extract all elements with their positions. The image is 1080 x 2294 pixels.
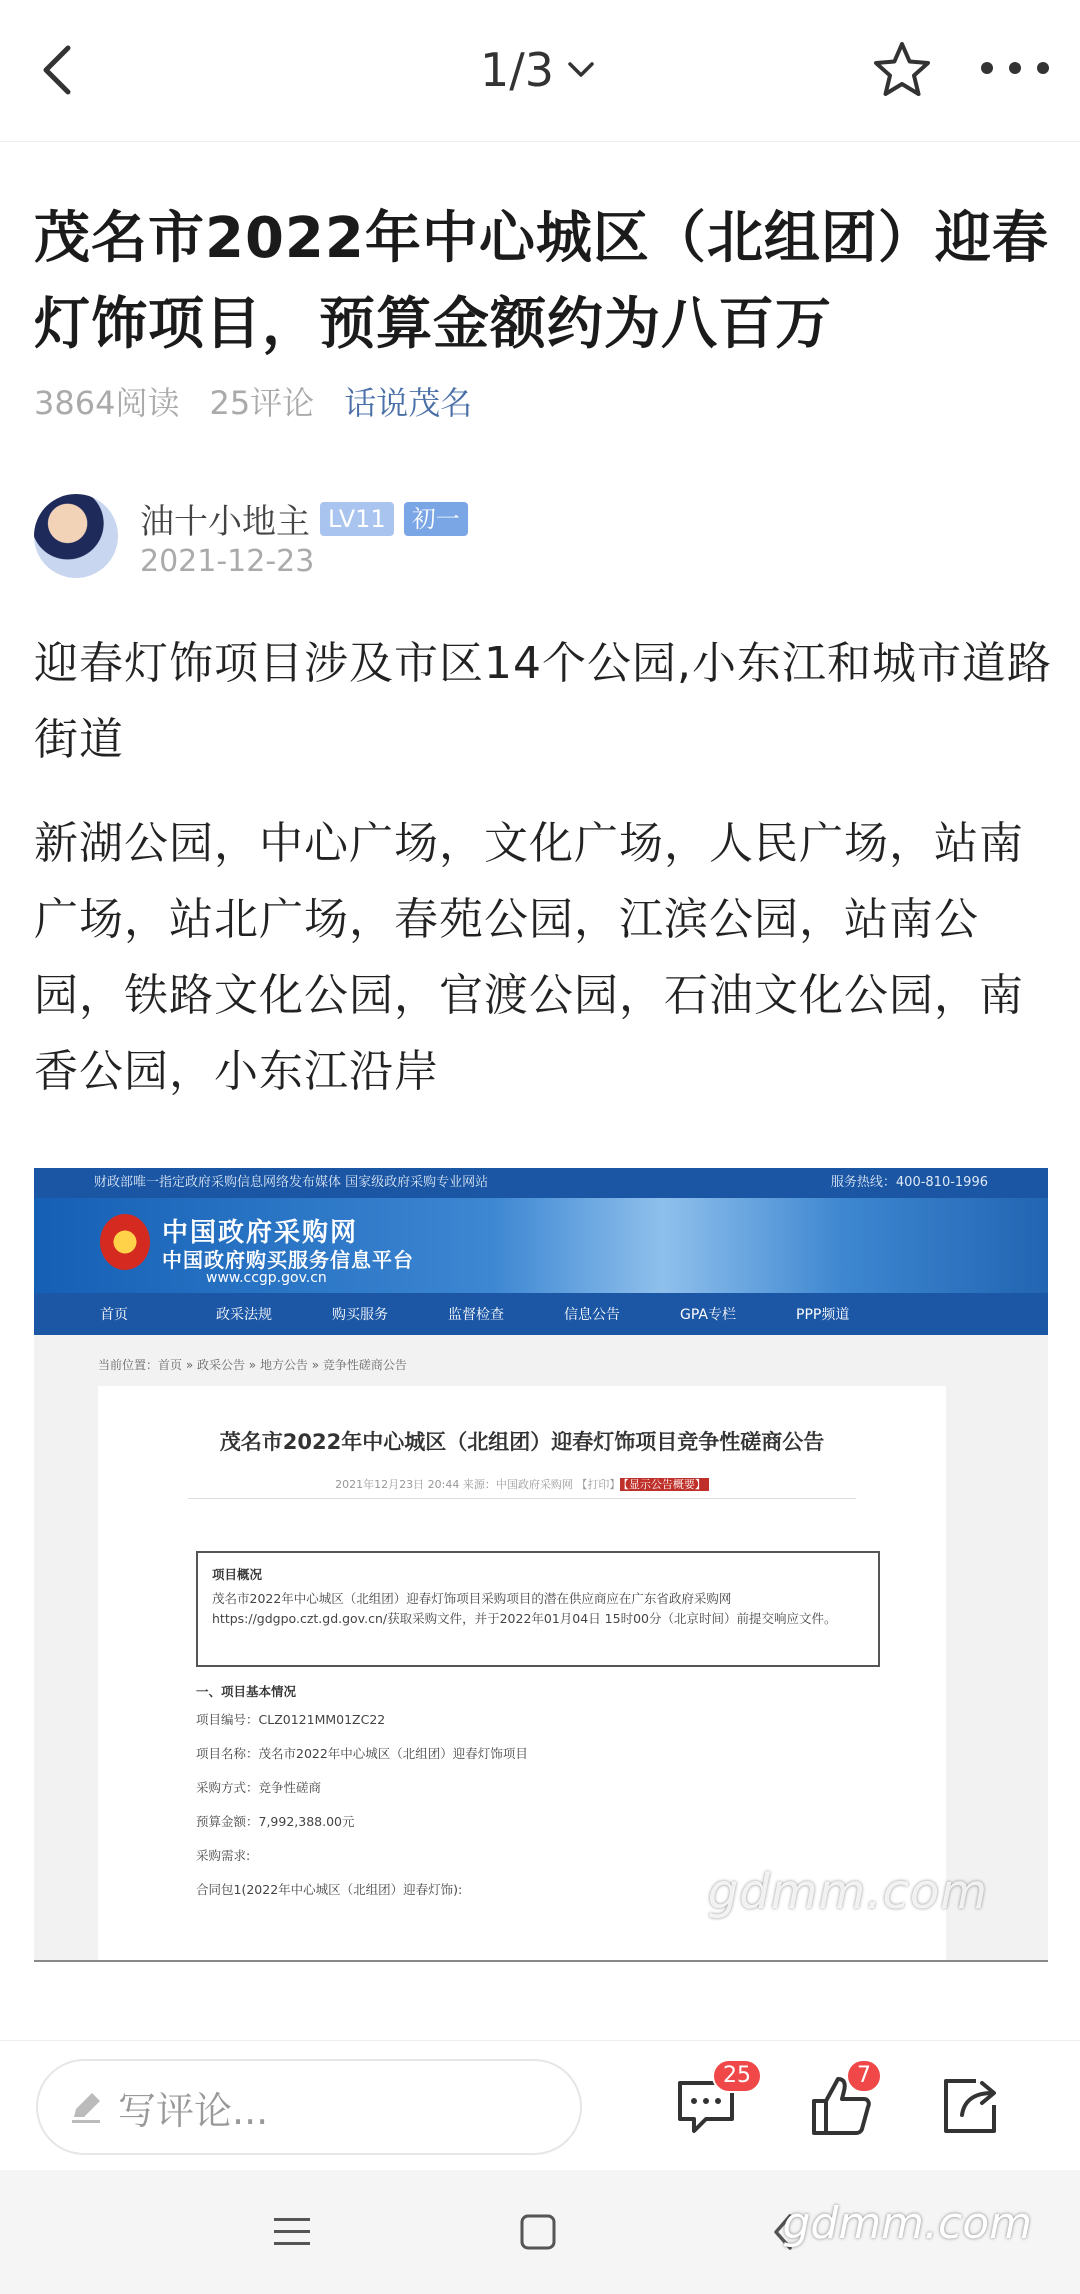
- image-site-name: 中国政府采购网: [162, 1218, 359, 1248]
- image-notice-title: 茂名市2022年中心城区（北组团）迎春灯饰项目竞争性磋商公告: [219, 1430, 825, 1454]
- menu-icon[interactable]: [272, 2212, 312, 2252]
- image-nav-item: 信息公告: [564, 1307, 620, 1323]
- comment-count-text: 25评论: [209, 384, 315, 422]
- home-icon[interactable]: [518, 2212, 558, 2252]
- image-nav-item: PPP频道: [796, 1307, 850, 1323]
- comment-input[interactable]: [36, 2059, 582, 2155]
- like-count-badge: 7: [846, 2059, 882, 2093]
- chevron-down-icon: [564, 53, 598, 87]
- nav-watermark: gdmm.com: [782, 2198, 1032, 2249]
- share-button[interactable]: [936, 2071, 1006, 2141]
- image-site-topline: [34, 1168, 1048, 1198]
- back-arrow-icon[interactable]: [30, 40, 90, 100]
- comment-count-badge: 25: [712, 2059, 762, 2093]
- image-nav-item: 政采法规: [216, 1307, 272, 1323]
- image-detail-line: 采购需求:: [196, 1848, 251, 1863]
- national-emblem-icon: [100, 1214, 150, 1270]
- image-site-nav: [34, 1293, 1048, 1335]
- image-hotline-text: 服务热线：400-810-1996: [830, 1175, 988, 1190]
- topic-link[interactable]: 话说茂名: [344, 384, 473, 422]
- image-notice-tag: 【显示公告概要】: [620, 1478, 709, 1491]
- image-site-url: www.ccgp.gov.cn: [206, 1270, 327, 1286]
- author-name[interactable]: 油十小地主: [140, 502, 310, 542]
- image-project-details: [196, 1682, 528, 1914]
- post-date: 2021-12-23: [140, 544, 315, 579]
- image-overview-title: 项目概况: [212, 1567, 263, 1582]
- image-nav-item: 购买服务: [332, 1307, 388, 1323]
- image-detail-line: 项目名称：茂名市2022年中心城区（北组团）迎春灯饰项目: [196, 1746, 528, 1761]
- image-nav-item: GPA专栏: [680, 1307, 736, 1323]
- more-options-icon[interactable]: [975, 48, 1055, 88]
- image-nav-item: 首页: [100, 1307, 128, 1323]
- avatar[interactable]: [34, 494, 118, 578]
- image-detail-line: 采购方式：竞争性磋商: [196, 1780, 322, 1795]
- favorite-star-icon[interactable]: [870, 38, 934, 102]
- image-nav-item: 监督检查: [448, 1307, 504, 1323]
- article-paragraph: 迎春灯饰项目涉及市区14个公园,小东江和城市道路街道: [34, 638, 1052, 765]
- image-project-overview: [196, 1551, 880, 1667]
- article-title: 茂名市2022年中心城区（北组团）迎春灯饰项目，预算金额约为八百万: [34, 206, 1049, 357]
- image-detail-line: 预算金额：7,992,388.00元: [196, 1814, 355, 1829]
- image-watermark: gdmm.com: [707, 1864, 988, 1920]
- image-site-subtitle: 中国政府购买服务信息平台: [162, 1248, 414, 1272]
- article-paragraph: 新湖公园，中心广场，文化广场，人民广场，站南广场，站北广场，春苑公园，江滨公园，站南公园，铁路文化公园，官渡公园，石油文化公园，南香公园，小东江沿岸: [34, 818, 1024, 1097]
- image-overview-text: 茂名市2022年中心城区（北组团）迎春灯饰项目采购项目的潜在供应商应在广东省政府采购网https://gdgpo.czt.gd.gov.cn/获取采购文件，并于2022年01月04日 15时00分（北京时间）前提交响应文件。: [212, 1591, 837, 1626]
- comment-placeholder: 写评论...: [118, 2088, 269, 2133]
- author-name-row: [140, 494, 468, 543]
- system-nav-bar: [0, 2170, 1080, 2294]
- image-divider: [188, 1498, 856, 1499]
- image-detail-line: 项目编号：CLZ0121MM01ZC22: [196, 1712, 386, 1727]
- pencil-icon: [68, 2089, 104, 2125]
- image-detail-line: 合同包1(2022年中心城区（北组团）迎春灯饰):: [196, 1882, 463, 1897]
- top-bar: [0, 0, 1080, 142]
- article-image[interactable]: [34, 1168, 1048, 1962]
- page-indicator: 1/3: [480, 43, 555, 97]
- article-meta: [34, 378, 472, 424]
- image-section-heading: 一、项目基本情况: [196, 1684, 297, 1699]
- page-selector[interactable]: [480, 40, 598, 100]
- grade-badge: 初一: [404, 502, 468, 536]
- image-top-left-text: 财政部唯一指定政府采购信息网络发布媒体 国家级政府采购专业网站: [94, 1175, 489, 1190]
- image-breadcrumb: 当前位置：首页 » 政采公告 » 地方公告 » 竞争性磋商公告: [98, 1358, 407, 1372]
- bottom-action-bar: [0, 2040, 1080, 2170]
- share-icon: [936, 2071, 1006, 2141]
- image-notice-subline: [98, 1476, 946, 1492]
- image-site-banner: [34, 1198, 1048, 1293]
- comments-button[interactable]: [672, 2063, 751, 2141]
- read-count: 3864阅读: [34, 384, 180, 422]
- level-badge: LV11: [320, 502, 394, 536]
- like-button[interactable]: [806, 2063, 876, 2141]
- author-info[interactable]: [34, 490, 1034, 580]
- image-notice-date: 2021年12月23日 20:44 来源：中国政府采购网 【打印】: [335, 1478, 621, 1491]
